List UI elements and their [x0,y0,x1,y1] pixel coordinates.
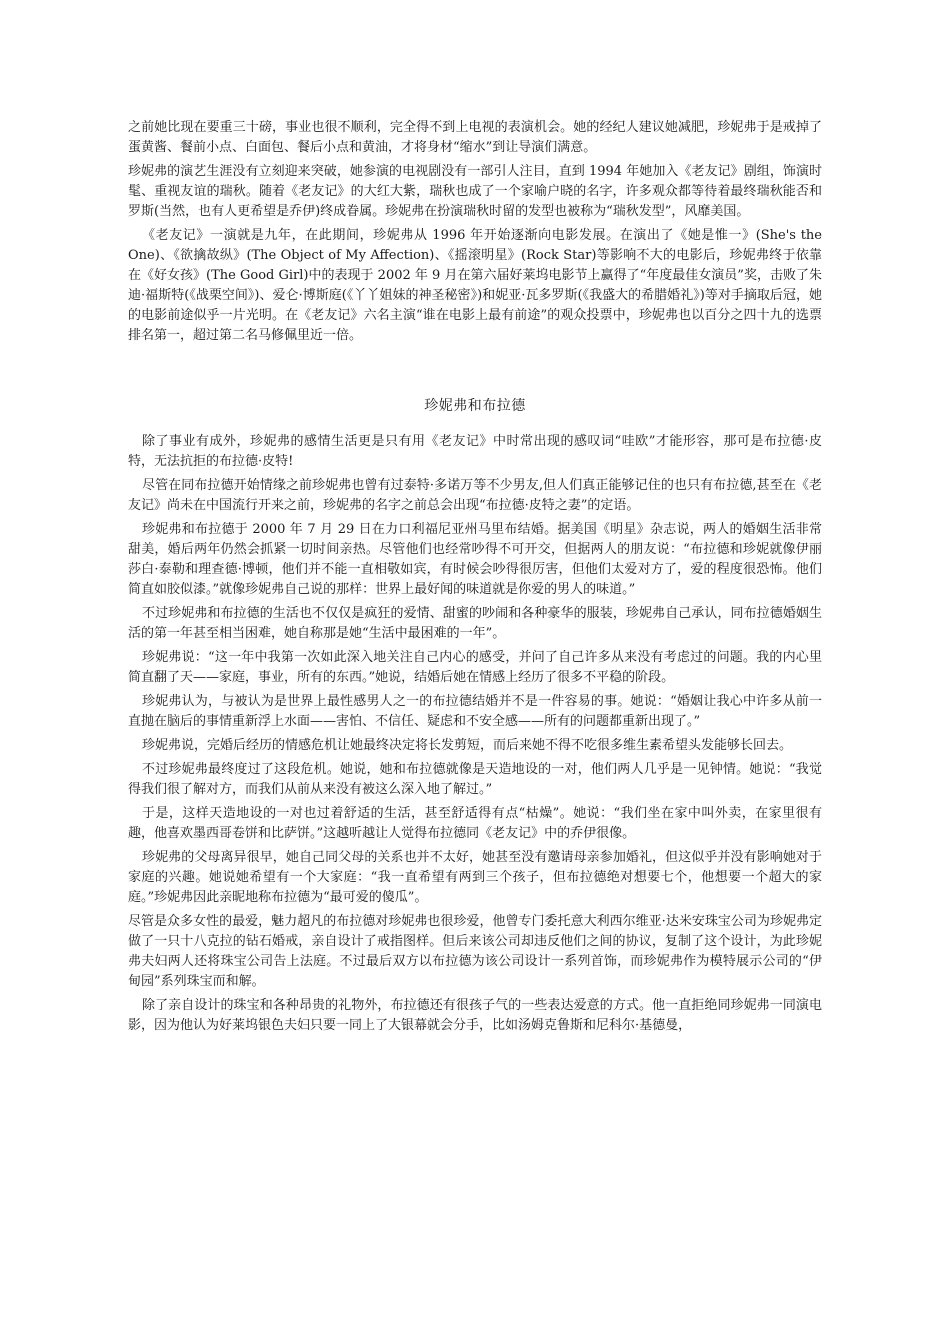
paragraph: 于是，这样天造地设的一对也过着舒适的生活，甚至舒适得有点“枯燥”。她说：“我们坐在家中叫外卖，在家里很有趣，他喜欢墨西哥卷饼和比萨饼。”这越听越让人觉得布拉德同《老友记》中的乔伊很像。 [128,806,822,841]
section-gap [128,350,822,396]
paragraph: 珍妮弗说：“这一年中我第一次如此深入地关注自己内心的感受，并问了自己许多从来没有考虑过的问题。我的内心里简直翻了天——家庭，事业，所有的东西。”她说，结婚后她在情感上经历了很多不平稳的阶段。 [128,650,822,685]
paragraph: 尽管是众多女性的最爱，魅力超凡的布拉德对珍妮弗也很珍爱，他曾专门委托意大利西尔维亚·达米安珠宝公司为珍妮弗定做了一只十八克拉的钻石婚戒，亲自设计了戒指图样。但后来该公司却违反他们之间的协议，复制了这个设计，为此珍妮弗夫妇两人还将珠宝公司告上法庭。不过最后双方以布拉德为该公司设计一系列首饰，而珍妮弗作为模特展示公司的“伊甸园”系列珠宝而和解。 [128,914,822,989]
paragraph: 除了亲自设计的珠宝和各种昂贵的礼物外，布拉德还有很孩子气的一些表达爱意的方式。他一直拒绝同珍妮弗一同演电影，因为他认为好莱坞银色夫妇只要一同上了大银幕就会分手，比如汤姆克鲁斯和尼科尔·基德曼， [128,998,822,1033]
paragraph: 不过珍妮弗和布拉德的生活也不仅仅是疯狂的爱情、甜蜜的吵闹和各种豪华的服装，珍妮弗自己承认，同布拉德婚姻生活的第一年甚至相当困难，她自称那是她“生活中最困难的一年”。 [128,606,822,641]
document-page [128,118,822,1040]
paragraph: 珍妮弗的父母离异很早，她自己同父母的关系也并不太好，她甚至没有邀请母亲参加婚礼，但这似乎并没有影响她对于家庭的兴趣。她说她希望有一个大家庭：“我一直希望有两到三个孩子，但布拉德绝对想要七个，他想要一个超大的家庭。”珍妮弗因此亲昵地称布拉德为“最可爱的傻瓜”。 [128,850,822,905]
paragraph: 尽管在同布拉德开始情缘之前珍妮弗也曾有过泰特·多诺万等不少男友,但人们真正能够记住的也只有布拉德,甚至在《老友记》尚未在中国流行开来之前，珍妮弗的名字之前总会出现“布拉德·皮特之妻”的定语。 [128,478,822,513]
section-title: 珍妮弗和布拉德 [424,398,526,414]
paragraph: 除了事业有成外，珍妮弗的感情生活更是只有用《老友记》中时常出现的感叹词“哇欧”才能形容，那可是布拉德·皮特，无法抗拒的布拉德·皮特! [128,434,822,469]
paragraph: 珍妮弗认为，与被认为是世界上最性感男人之一的布拉德结婚并不是一件容易的事。她说：“婚姻让我心中许多从前一直抛在脑后的事情重新浮上水面——害怕、不信任、疑虑和不安全感——所有的问题都重新出现了。” [128,694,822,729]
paragraph: 不过珍妮弗最终度过了这段危机。她说，她和布拉德就像是天造地设的一对，他们两人几乎是一见钟情。她说：“我觉得我们很了解对方，而我们从前从来没有被这么深入地了解过。” [128,762,822,797]
paragraph: 珍妮弗和布拉德于 2000 年 7 月 29 日在力口利福尼亚州马里布结婚。据美国《明星》杂志说，两人的婚姻生活非常甜美，婚后两年仍然会抓紧一切时间亲热。尽管他们也经常吵得不可开交，但据两人的朋友说：“布拉德和珍妮就像伊丽莎白·泰勒和理查德·博顿，他们并不能一直相敬如宾，有时候会吵得很厉害，但他们太爱对方了，爱的程度很恐怖。他们简直如胶似漆。”就像珍妮弗自己说的那样：世界上最好闻的味道就是你爱的男人的味道。” [128,522,822,597]
paragraph: 珍妮弗的演艺生涯没有立刻迎来突破，她参演的电视剧没有一部引人注目，直到 1994 年她加入《老友记》剧组，饰演时髦、重视友谊的瑞秋。随着《老友记》的大红大紫，瑞秋也成了一个家喻户晓的名字，许多观众都等待着最终瑞秋能否和罗斯(当然，也有人更希望是乔伊)终成眷属。珍妮弗在扮演瑞秋时留的发型也被称为“瑞秋发型”，风靡美国。 [128,164,822,219]
paragraph: 之前她比现在要重三十磅，事业也很不顺利，完全得不到上电视的表演机会。她的经纪人建议她减肥，珍妮弗于是戒掉了蛋黄酱、餐前小点、白面包、餐后小点和黄油，才将身材“缩水”到让导演们满意。 [128,120,822,155]
paragraph: 《老友记》一演就是九年，在此期间，珍妮弗从 1996 年开始逐渐向电影发展。在演出了《她是惟一》(She's the One)、《欲擒故纵》(The Object of My Affection)、《摇滚明星》(Rock Star)等影响不大的电影后，珍妮弗终于依靠在《好女孩》(The Good Girl)中的表现于 2002 年 9 月在第六届好莱坞电影节上赢得了“年度最佳女演员”奖，击败了朱迪·福斯特(《战栗空间》)、爱仑·博斯庭(《丫丫姐妹的神圣秘密》)和妮亚·瓦多罗斯(《我盛大的希腊婚礼》)等对手摘取后冠，她的电影前途似乎一片光明。在《老友记》六名主演“谁在电影上最有前途”的观众投票中，珍妮弗也以百分之四十九的选票排名第一，超过第二名马修佩里近一倍。 [128,228,822,343]
paragraph: 珍妮弗说，完婚后经历的情感危机让她最终决定将长发剪短，而后来她不得不吃很多维生素希望头发能够长回去。 [142,738,793,753]
